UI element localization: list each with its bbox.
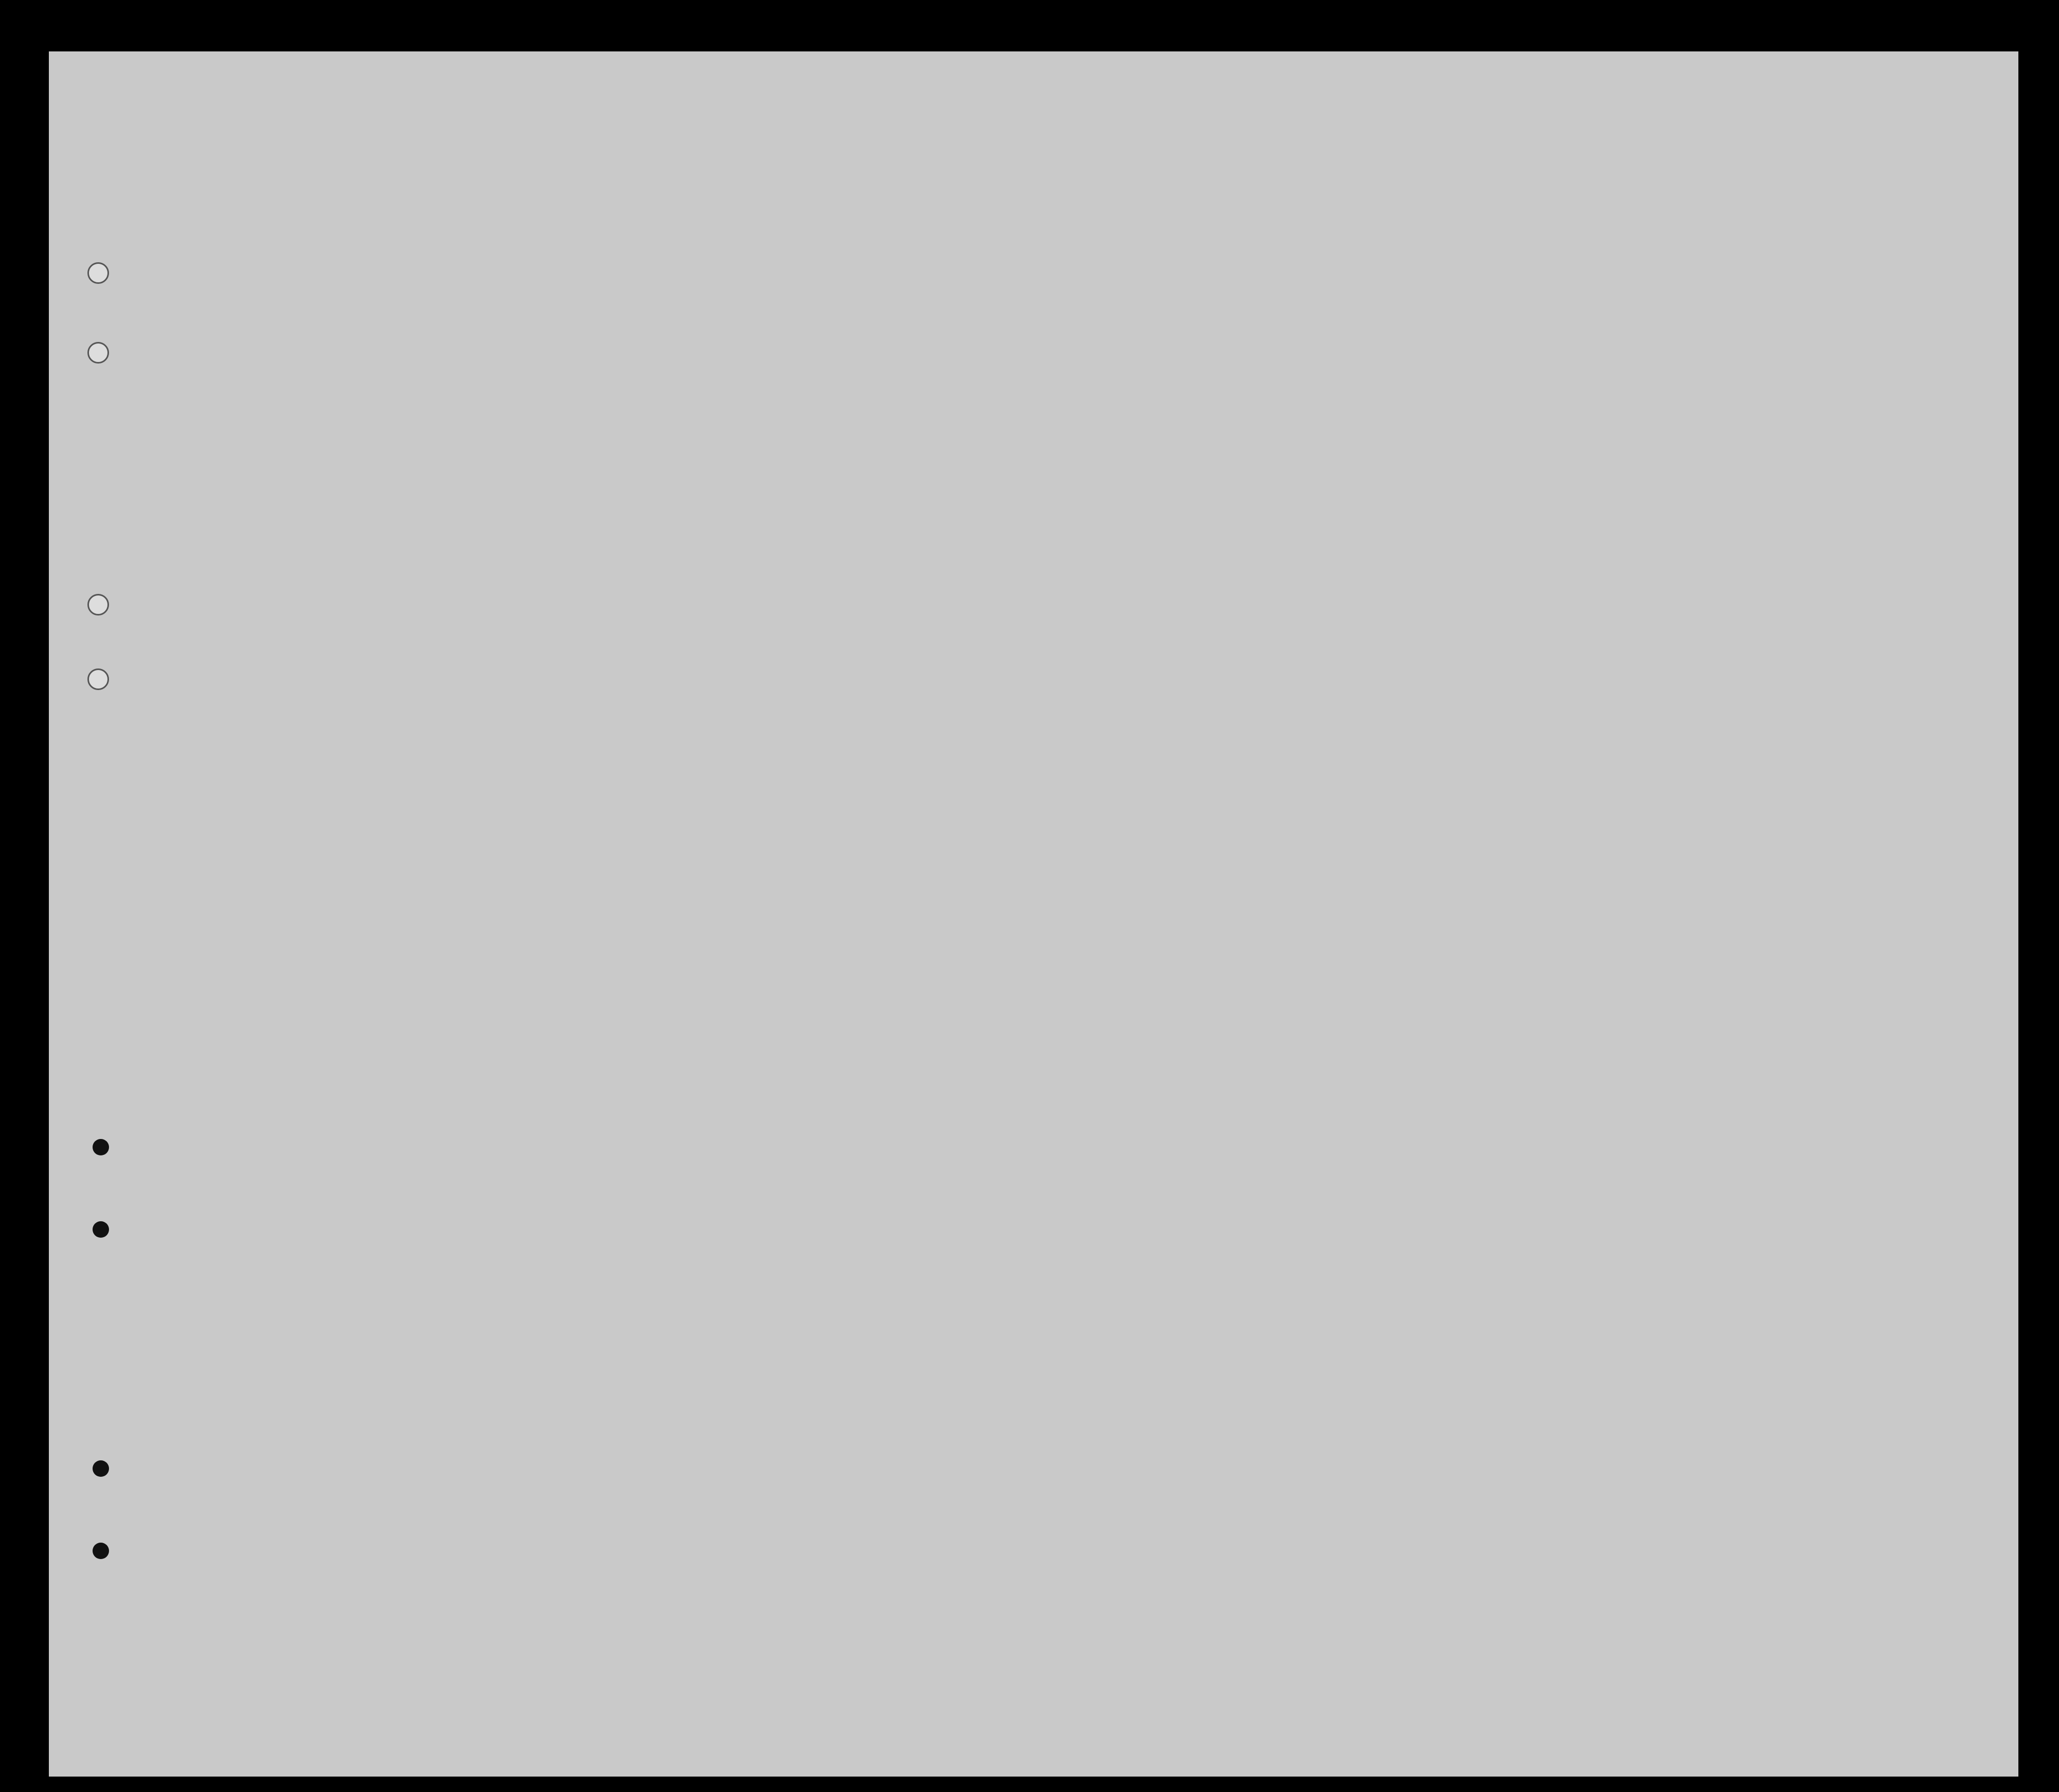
binder-hole-ring — [87, 342, 109, 364]
binder-hole-ring — [87, 262, 109, 284]
binder-hole — [93, 1221, 109, 1238]
col-34-inches — [1685, 406, 1710, 437]
binder-hole-ring — [87, 594, 109, 616]
binder-hole — [93, 1543, 109, 1559]
binder-hole — [93, 1460, 109, 1477]
binder-hole — [93, 1139, 109, 1155]
form-grid — [49, 51, 2018, 1777]
binder-hole-ring — [87, 668, 109, 690]
manifest-sheet — [49, 51, 2018, 1777]
